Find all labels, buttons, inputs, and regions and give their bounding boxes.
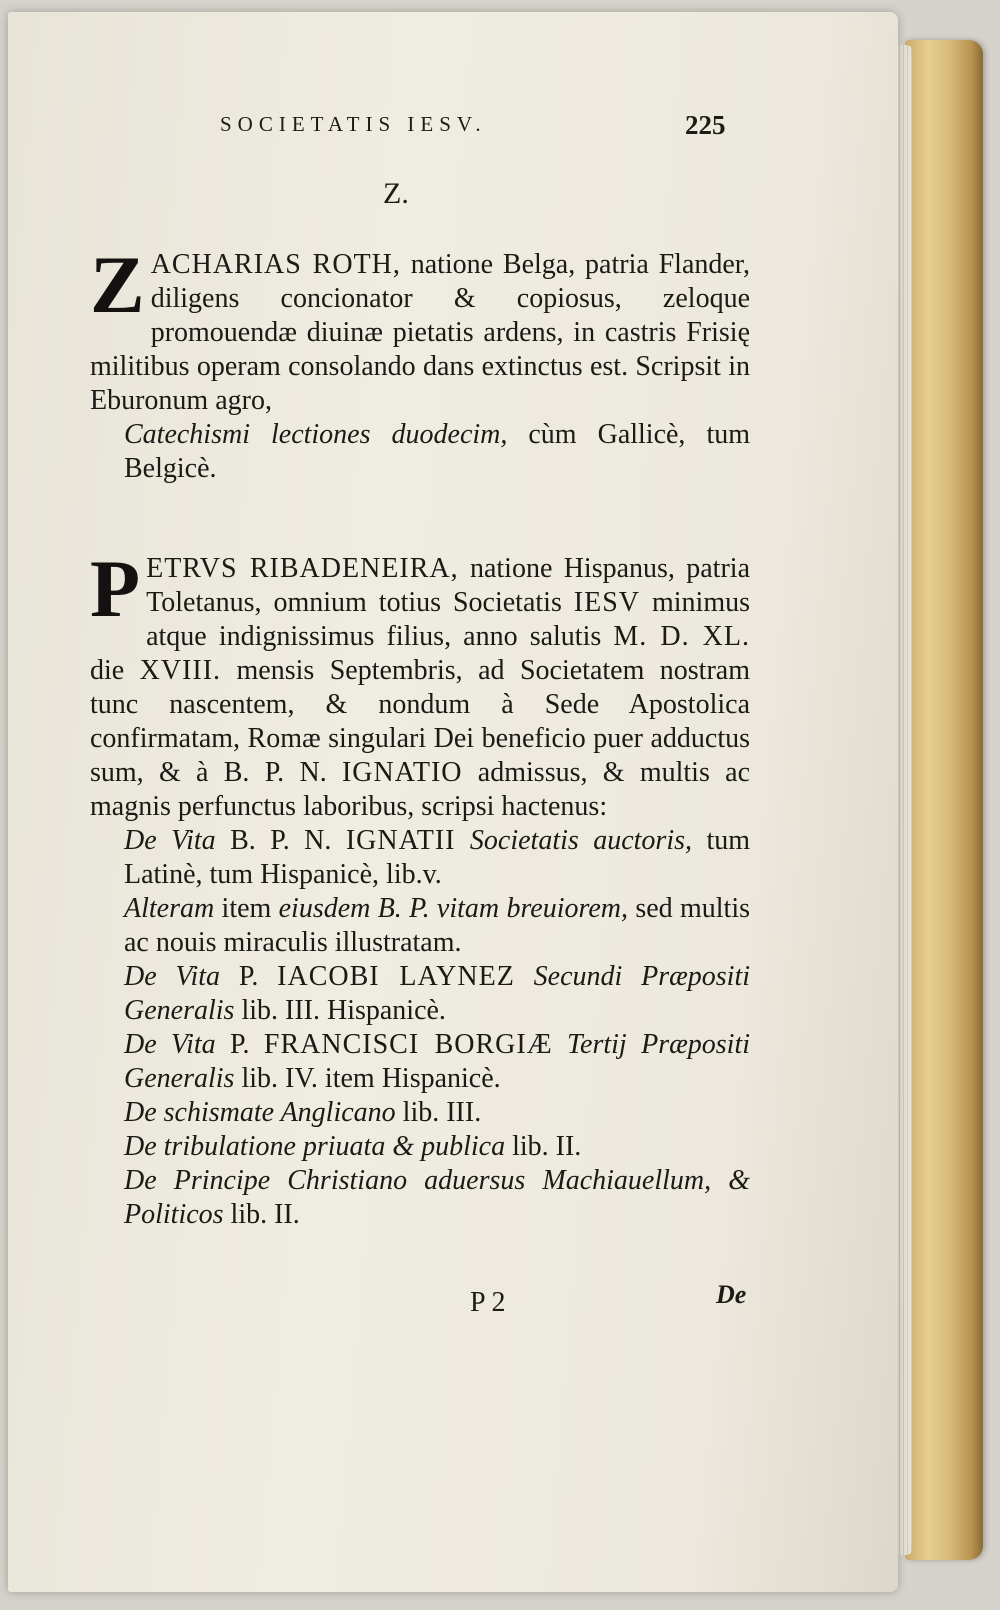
catchword: De [716, 1280, 747, 1309]
work-detail: B. P. N. [215, 825, 346, 856]
entry-text [90, 543, 750, 824]
work-name: IGNATII [345, 825, 456, 856]
entry-body: natione Hispanus, patria Toletanus, omnium totius Societatis [146, 553, 750, 618]
drop-cap: P [90, 543, 141, 634]
work-item [90, 824, 750, 892]
entry-text [90, 239, 750, 418]
work-detail: item [214, 893, 279, 924]
entry-body: admissus, & multis ac magnis perfunctus laboribus, scripsi hactenus: [90, 757, 750, 822]
vellum-binding [905, 40, 983, 1560]
work-name: IACOBI LAYNEZ [277, 961, 515, 992]
day: XVIII. [139, 655, 222, 686]
work-item [90, 1130, 750, 1164]
work-title: De Vita [124, 825, 216, 856]
work-item [90, 418, 750, 486]
signature-mark: P 2 [470, 1287, 506, 1318]
entry-body: minimus atque indignissimus filius, anno salutis [146, 587, 750, 652]
entry-body: die [90, 655, 140, 686]
page-number: 225 [685, 110, 726, 140]
work-detail: lib. II. [223, 1199, 300, 1230]
work-title: De Vita [124, 961, 221, 992]
work-detail: P. [220, 961, 278, 992]
work-title: Societatis auctoris, [455, 825, 692, 856]
work-title: De Principe Christiano aduersus Machiauellum, & Politicos [124, 1165, 750, 1230]
work-detail: sed multis ac nouis miraculis illustratam. [124, 893, 751, 958]
entry-zacharias-roth [90, 239, 751, 486]
entry-petrus-ribadeneira [90, 543, 751, 1232]
author-name: ACHARIAS ROTH, [150, 249, 401, 280]
work-title: Catechismi lectiones duodecim, [124, 419, 508, 450]
work-detail: lib. IV. item Hispanicè. [234, 1063, 501, 1094]
work-title: eiusdem B. P. vitam breuiorem, [278, 893, 629, 924]
work-detail: lib. II. [505, 1131, 582, 1162]
running-head [8, 112, 898, 142]
work-title: Secundi Præpositi Generalis [124, 961, 751, 1026]
work-detail: cùm Gallicè, tum Belgicè. [124, 419, 751, 484]
work-title: De Vita [124, 1029, 216, 1060]
drop-cap: Z [90, 239, 145, 330]
work-detail: P. [215, 1029, 264, 1060]
work-detail: lib. III. [395, 1097, 482, 1128]
book-page [8, 12, 898, 1592]
work-item [90, 892, 750, 960]
section-letter: Z. [383, 177, 409, 210]
work-name: FRANCISCI BORGIÆ [263, 1029, 553, 1060]
work-item [90, 1164, 750, 1232]
iesu: IESV [573, 587, 641, 618]
work-detail: lib. III. Hispanicè. [234, 995, 446, 1026]
year: M. D. XL. [613, 621, 750, 652]
author-name: ETRVS RIBADENEIRA, [146, 553, 459, 584]
work-item [90, 1096, 750, 1130]
work-title: De schismate Anglicano [124, 1097, 396, 1128]
entry-body: mensis Septembris, ad Societatem nostram tunc nascentem, & nondum à Sede Apostolica confirmatam, Romæ singulari Dei beneficio puer adductus sum, & à B. P. N. [90, 655, 750, 788]
running-title: SOCIETATIS IESV. [220, 112, 487, 136]
work-title: De tribulatione priuata & publica [124, 1131, 506, 1162]
work-title: Alteram [124, 893, 215, 924]
work-detail: tum Latinè, tum Hispanicè, lib.v. [124, 825, 750, 890]
entry-body: natione Belga, patria Flander, diligens concionator & copiosus, zeloque promouendæ diuinæ pietatis ardens, in castris Frisię militibus operam consolando dans extinctus est. Scripsit in Eburonum agro, [90, 249, 750, 416]
work-item [90, 1028, 750, 1096]
work-title: Tertij Præpositi Generalis [124, 1029, 750, 1094]
ignatio: IGNATIO [341, 757, 463, 788]
work-item [90, 960, 750, 1028]
